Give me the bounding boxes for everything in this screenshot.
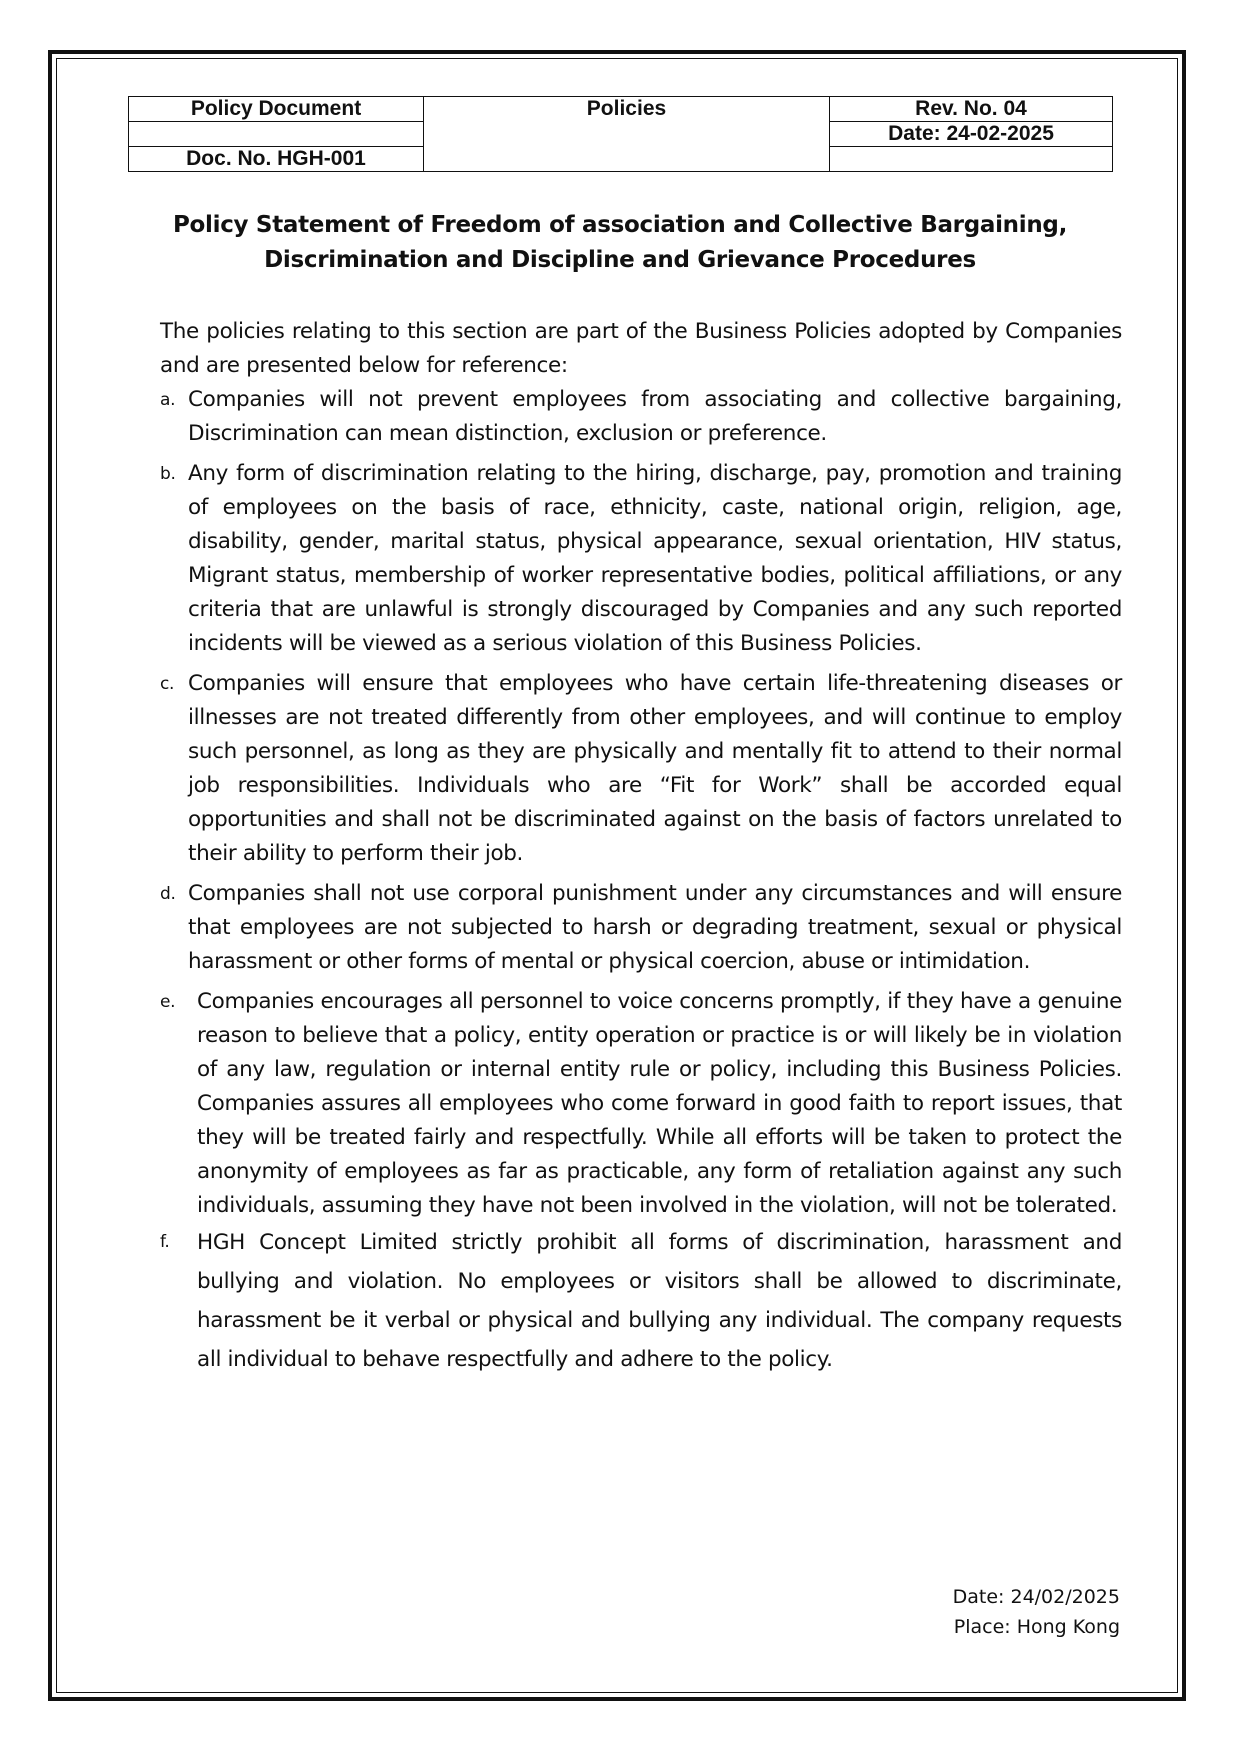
item-marker: b. <box>160 464 176 484</box>
footer-date: Date: 24/02/2025 <box>952 1586 1120 1608</box>
policies-cell <box>424 97 830 172</box>
item-marker: f. <box>160 1232 170 1252</box>
policy-item-a <box>160 383 1122 451</box>
item-text: Companies will ensure that employees who have certain life-threatening diseases or illnesses are not treated differently from other employees, and will continue to employ such personnel, as long as they are physically and mentally fit to attend to their normal job responsibilities. Individuals who are “Fit for Work” shall be accorded equal opportunities and shall not be discriminated against on the basis of factors unrelated to their ability to perform their job. <box>188 671 1122 866</box>
rev-no-cell: Rev. No. 04 <box>830 97 1113 122</box>
title-line-1: Policy Statement of Freedom of association and Collective Bargaining, <box>172 212 1068 238</box>
item-text: Any form of discrimination relating to the hiring, discharge, pay, promotion and training of employees on the basis of race, ethnicity, caste, national origin, religion, age, disability, gender, marital status, physical appearance, sexual orientation, HIV status, Migrant status, membership of worker representative bodies, political affiliations, or any criteria that are unlawful is strongly discouraged by Companies and any such reported incidents will be viewed as a serious violation of this Business Policies. <box>188 461 1122 656</box>
document-header-table <box>128 96 1113 172</box>
item-text: Companies encourages all personnel to voice concerns promptly, if they have a genuine reason to believe that a policy, entity operation or practice is or will likely be in violation of any law, regulation or internal entity rule or policy, including this Business Policies. Companies assures all employees who come forward in good faith to report issues, that they will be treated fairly and respectfully. While all efforts will be taken to protect the anonymity of employees as far as practicable, any form of retaliation against any such individuals, assuming they have not been involved in the violation, will not be tolerated. <box>197 989 1122 1218</box>
policy-item-b <box>160 457 1122 661</box>
policy-item-f <box>160 1223 1122 1379</box>
policy-item-e <box>160 985 1122 1223</box>
policy-document-cell: Policy Document <box>129 97 424 122</box>
document-title <box>140 208 1100 278</box>
policies-label: Policies <box>586 97 667 120</box>
policy-body <box>160 315 1122 1379</box>
footer-place: Place: Hong Kong <box>953 1616 1120 1638</box>
item-marker: c. <box>160 674 175 694</box>
doc-no-cell: Doc. No. HGH-001 <box>129 147 424 172</box>
item-text: Companies will not prevent employees from associating and collective bargaining, Discrimination can mean distinction, exclusion or preference. <box>188 387 1122 446</box>
item-text: HGH Concept Limited strictly prohibit all forms of discrimination, harassment and bullying and violation. No employees or visitors shall be allowed to discriminate, harassment be it verbal or physical and bullying any individual. The company requests all individual to behave respectfully and adhere to the policy. <box>197 1230 1122 1372</box>
title-line-2: Discrimination and Discipline and Grievance Procedures <box>264 247 976 273</box>
policy-item-c <box>160 667 1122 871</box>
item-marker: e. <box>160 992 176 1012</box>
empty-cell <box>129 122 424 147</box>
date-cell: Date: 24-02-2025 <box>830 122 1113 147</box>
item-marker: a. <box>160 390 176 410</box>
item-marker: d. <box>160 884 176 904</box>
policy-item-d <box>160 877 1122 979</box>
empty-cell <box>830 147 1113 172</box>
item-text: Companies shall not use corporal punishment under any circumstances and will ensure that employees are not subjected to harsh or degrading treatment, sexual or physical harassment or other forms of mental or physical coercion, abuse or intimidation. <box>188 881 1122 974</box>
signature-footer <box>953 1582 1120 1642</box>
intro-paragraph: The policies relating to this section are part of the Business Policies adopted by Companies and are presented below for reference: <box>160 319 1122 378</box>
